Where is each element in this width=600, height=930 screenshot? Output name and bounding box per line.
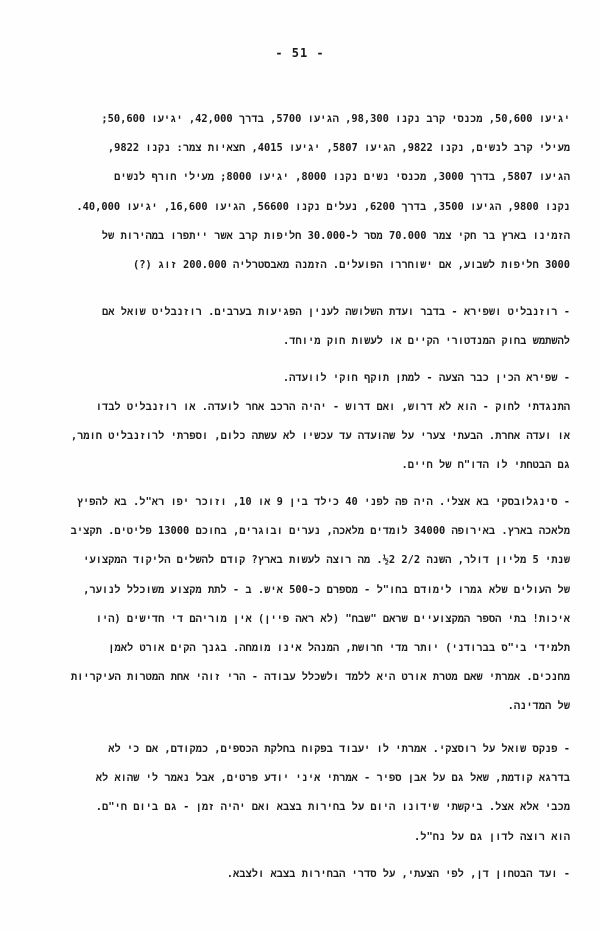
text-line: שנתי 5 מליון דולר, השנה 2/2 2½. מה רוצה לעשות בארץ? קודם להשלים הליקוד המקצועי: [83, 554, 570, 567]
text-line: מלאכה בארץ. באירופה 34000 לומדים מלאכה, נערים ובוגרים, בחוכם 13000 פליטים. תקציב: [70, 525, 570, 538]
text-line: תלמידי בי"ס בברודני) יותר מדי חרושת, המנהל אינו מומחה. בגנך הקים אורט לאמן: [108, 642, 570, 655]
text-line: בדרגא קודמת, שאל גם על אבן ספיר - אמרתי איני יודע פרטים, אבל נאמר לי שהוא לא: [95, 772, 570, 785]
paragraph-objection: [28, 393, 570, 481]
text-line: נקנו 9800, הגיעו 3500, בדרך 6200, נעלים נקנו 56600, הגיעו 16,600, יגיעו 40,000.: [76, 200, 570, 213]
text-line: יגיעו 50,600, מכנסי קרב נקנו 98,300, הגיעו 5700, בדרך 42,000, יגיעו 50,600;: [101, 113, 570, 125]
text-line: של העולים שלא גמרו לימודם בחו"ל - מספרם כ-500 איש. ב - לתת מקצוע משוכלל לנוער,: [83, 583, 570, 596]
text-line: של המדינה.: [507, 700, 570, 713]
text-line: - שפירא הכין כבר הצעה - למתן תוקף חוקי לוועדה.: [282, 372, 570, 384]
paragraph-security-committee: [28, 860, 570, 889]
text-line: או ועדה אחרת. הבעתי צערי על שהועדה עד עכשיו לא עשתה כלום, וספרתי לרוזנבליט חומר,: [70, 430, 570, 443]
page-number: - 51 -: [275, 46, 325, 60]
text-line: גם הבטחתי לו הדו"ח של חיים.: [401, 459, 570, 472]
text-line: התנגדתי לחוק - הוא לא דרוש, ואם דרוש - יהיה הרכב אחר לועדה. או רוזנבליט לבדו: [95, 401, 570, 413]
text-line: מעילי קרב לנשים, נקנו 9822, הגיעו 5807, יגיעו 4015, חצאיות צמר: נקנו 9822,: [107, 142, 570, 155]
text-line: - פנקס שואל על רוסצקי. אמרתי לו יעבוד בפקוח בחלקת הכספים, כמקודם, אם כי לא: [108, 743, 570, 755]
text-line: 3000 חליפות לשבוע, אם ישוחררו הפועלים. הזמנה מאבסטרליה 200.000 זוג (?): [132, 259, 570, 272]
text-line: הזמינו בארץ בר חקי צמר 70.000 מסר ל-30.000 חליפות קרב אשר ייתפרו במהירות של: [101, 229, 570, 242]
paragraph-rosenblit: [28, 298, 570, 356]
text-line: מכבי אלא אצל. ביקשתי שידונו היום על בחירות בצבא ואם יהיה זמן - גם ביום חי"ם.: [95, 801, 570, 814]
text-line: - רוזנבליט ושפירא - בדבר ועדת השלושה לענין הפגיעות בערבים. רוזנבליט שואל אם: [102, 306, 570, 318]
text-line: הגיעו 5807, בדרך 3000, מכנסי נשים נקנו 8000, יגיעו 8000; מעילי חורף לנשים: [114, 171, 570, 184]
paragraph-singalovsky: [28, 488, 570, 722]
text-line: איכות! בתי הספר המקצועיים שראם "שבח" (לא ראה פיין) אין מוריהם די חדישים (היו: [95, 612, 570, 625]
paragraph-pinkas: [28, 735, 570, 852]
text-line: - ועד הבטחון דן, לפי הצעתי, על סדרי הבחירות בצבא ולצבא.: [226, 868, 570, 880]
paragraph-supplies: [28, 105, 570, 280]
text-line: להשתמש בחוק המנדטורי הקיים או לעשות חוק מיוחד.: [283, 335, 570, 348]
text-line: מחנכים. אמרתי שאם מטרת אורט היא ללמד ולשכלל עבודה - הרי זוהי אחת המטרות העיקריות: [70, 671, 570, 684]
paragraph-shapira: [28, 364, 570, 393]
text-line: הוא רוצה לדון גם על נח"ל.: [413, 830, 570, 843]
text-line: - סינגלובסקי בא אצלי. היה פה לפני 40 כילד בין 9 או 10, וזוכר יפו רא"ל. בא להפיץ: [76, 496, 570, 508]
